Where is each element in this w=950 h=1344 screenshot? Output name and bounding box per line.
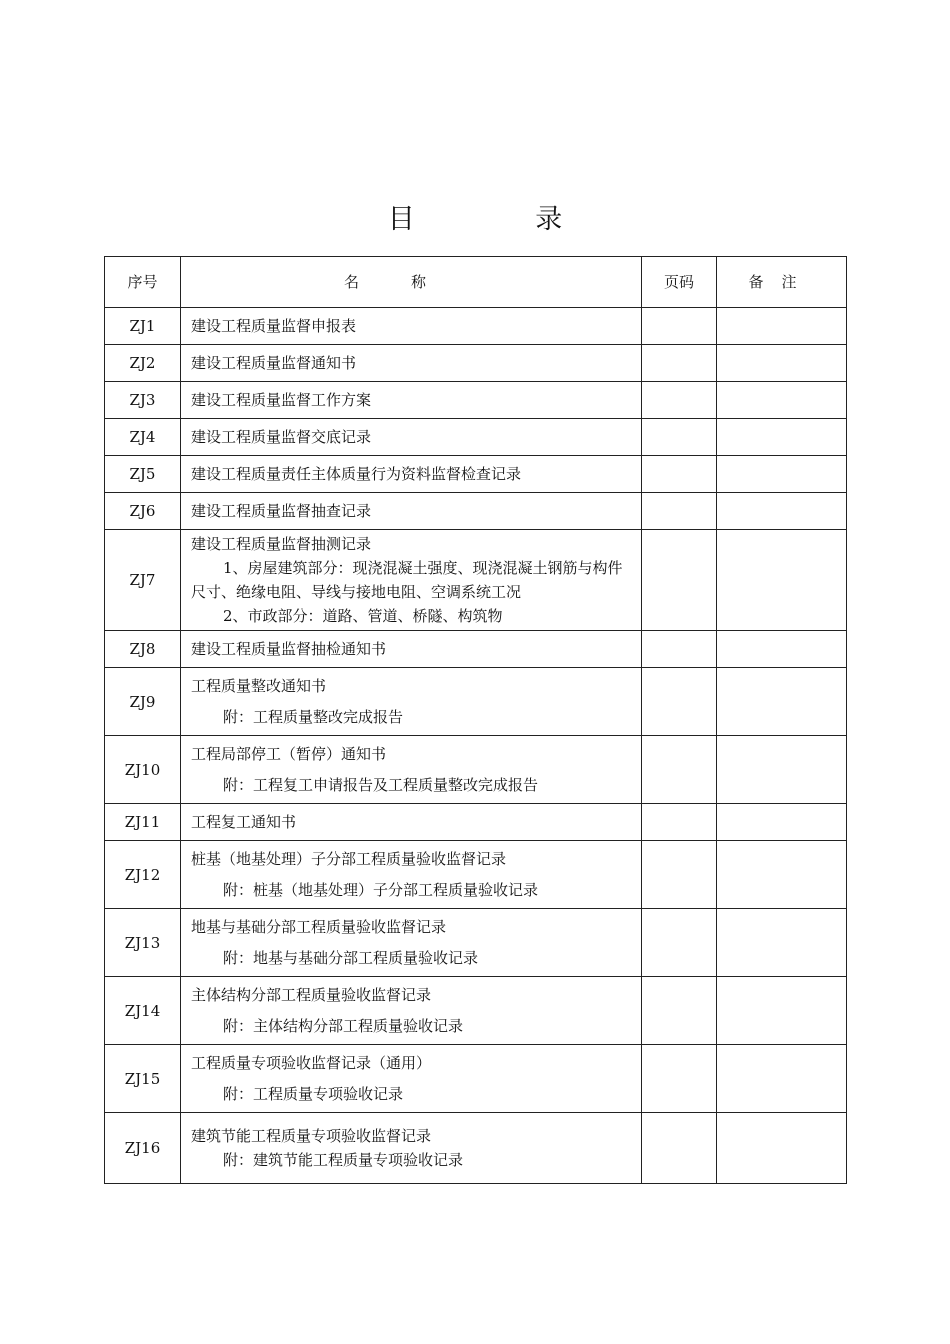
row-note: [717, 668, 847, 736]
page-title: 目 录: [387, 204, 619, 235]
header-note-label: 备注: [748, 273, 815, 291]
row-note: [717, 804, 847, 841]
row-name: [181, 909, 642, 977]
row-page: [642, 456, 717, 493]
table-row: [105, 530, 847, 631]
row-name: [181, 419, 642, 456]
table-row: [105, 419, 847, 456]
row-seq: ZJ10: [105, 736, 181, 804]
row-seq: ZJ7: [105, 530, 181, 631]
row-name-line: 建设工程质量监督抽查记录: [191, 502, 372, 520]
row-name-subline: 附：地基与基础分部工程质量验收记录: [223, 949, 479, 967]
row-seq: ZJ11: [105, 804, 181, 841]
row-name-line: 建设工程质量监督抽检通知书: [191, 640, 387, 658]
row-seq: ZJ16: [105, 1113, 181, 1184]
row-name: [181, 977, 642, 1045]
row-name: [181, 493, 642, 530]
row-name-line: 工程局部停工（暂停）通知书: [191, 745, 387, 763]
row-page: [642, 977, 717, 1045]
row-name-subline: 1、房屋建筑部分：现浇混凝土强度、现浇混凝土钢筋与构件尺寸、绝缘电阻、导线与接地电阻、空调系统工况: [191, 559, 623, 601]
row-page: [642, 493, 717, 530]
row-name-line: 建设工程质量责任主体质量行为资料监督检查记录: [191, 465, 522, 483]
row-name: [181, 631, 642, 668]
row-name: [181, 841, 642, 909]
header-name-label: 名称: [343, 273, 478, 291]
row-page: [642, 1113, 717, 1184]
row-page: [642, 909, 717, 977]
row-note: [717, 841, 847, 909]
row-name: [181, 456, 642, 493]
row-page: [642, 1045, 717, 1113]
row-name-subline: 附：建筑节能工程质量专项验收记录: [223, 1151, 464, 1169]
row-note: [717, 1113, 847, 1184]
table-row: [105, 456, 847, 493]
row-name: [181, 308, 642, 345]
row-note: [717, 493, 847, 530]
header-seq: 序号: [105, 257, 181, 308]
row-note: [717, 736, 847, 804]
table-row: [105, 909, 847, 977]
row-page: [642, 668, 717, 736]
row-name-subline: 2、市政部分：道路、管道、桥隧、构筑物: [223, 607, 503, 625]
row-page: [642, 631, 717, 668]
row-note: [717, 456, 847, 493]
row-name-line: 地基与基础分部工程质量验收监督记录: [191, 918, 447, 936]
row-note: [717, 909, 847, 977]
row-name: [181, 1113, 642, 1184]
row-note: [717, 977, 847, 1045]
row-name-subline: 附：工程复工申请报告及工程质量整改完成报告: [223, 776, 539, 794]
row-page: [642, 736, 717, 804]
row-name-line: 工程复工通知书: [191, 813, 297, 831]
row-seq: ZJ12: [105, 841, 181, 909]
row-seq: ZJ3: [105, 382, 181, 419]
row-name-line: 建设工程质量监督抽测记录: [191, 535, 372, 553]
header-name: [181, 257, 642, 308]
row-seq: ZJ2: [105, 345, 181, 382]
toc-table: [104, 256, 847, 1184]
row-seq: ZJ5: [105, 456, 181, 493]
row-note: [717, 419, 847, 456]
row-note: [717, 345, 847, 382]
table-row: [105, 736, 847, 804]
row-name: [181, 1045, 642, 1113]
row-name-line: 建筑节能工程质量专项验收监督记录: [191, 1127, 432, 1145]
row-name-line: 桩基（地基处理）子分部工程质量验收监督记录: [191, 850, 507, 868]
row-seq: ZJ8: [105, 631, 181, 668]
row-note: [717, 308, 847, 345]
row-page: [642, 804, 717, 841]
row-name-line: 工程质量专项验收监督记录（通用）: [191, 1054, 432, 1072]
table-row: [105, 977, 847, 1045]
table-row: [105, 382, 847, 419]
table-row: [105, 1113, 847, 1184]
table-row: [105, 345, 847, 382]
row-seq: ZJ14: [105, 977, 181, 1045]
row-name-line: 主体结构分部工程质量验收监督记录: [191, 986, 432, 1004]
row-name: [181, 530, 642, 631]
row-name-line: 建设工程质量监督工作方案: [191, 391, 372, 409]
row-note: [717, 631, 847, 668]
row-name-subline: 附：桩基（地基处理）子分部工程质量验收记录: [223, 881, 539, 899]
row-name: [181, 804, 642, 841]
row-seq: ZJ15: [105, 1045, 181, 1113]
row-page: [642, 345, 717, 382]
row-page: [642, 841, 717, 909]
row-page: [642, 530, 717, 631]
row-note: [717, 1045, 847, 1113]
row-page: [642, 308, 717, 345]
row-name: [181, 736, 642, 804]
row-seq: ZJ1: [105, 308, 181, 345]
table-row: [105, 1045, 847, 1113]
row-note: [717, 530, 847, 631]
row-name: [181, 345, 642, 382]
table-row: [105, 308, 847, 345]
row-name-line: 工程质量整改通知书: [191, 677, 327, 695]
row-name-line: 建设工程质量监督交底记录: [191, 428, 372, 446]
table-row: [105, 841, 847, 909]
row-name-subline: 附：工程质量整改完成报告: [223, 708, 404, 726]
table-row: [105, 668, 847, 736]
row-seq: ZJ6: [105, 493, 181, 530]
table-header-row: [105, 257, 847, 308]
row-seq: ZJ4: [105, 419, 181, 456]
row-seq: ZJ13: [105, 909, 181, 977]
row-page: [642, 419, 717, 456]
row-page: [642, 382, 717, 419]
row-note: [717, 382, 847, 419]
table-row: [105, 804, 847, 841]
row-name-line: 建设工程质量监督申报表: [191, 317, 357, 335]
row-name: [181, 668, 642, 736]
header-note: [717, 257, 847, 308]
table-row: [105, 631, 847, 668]
row-name-subline: 附：工程质量专项验收记录: [223, 1085, 404, 1103]
header-page: 页码: [642, 257, 717, 308]
table-row: [105, 493, 847, 530]
row-name: [181, 382, 642, 419]
row-name-subline: 附：主体结构分部工程质量验收记录: [223, 1017, 464, 1035]
row-seq: ZJ9: [105, 668, 181, 736]
row-name-line: 建设工程质量监督通知书: [191, 354, 357, 372]
